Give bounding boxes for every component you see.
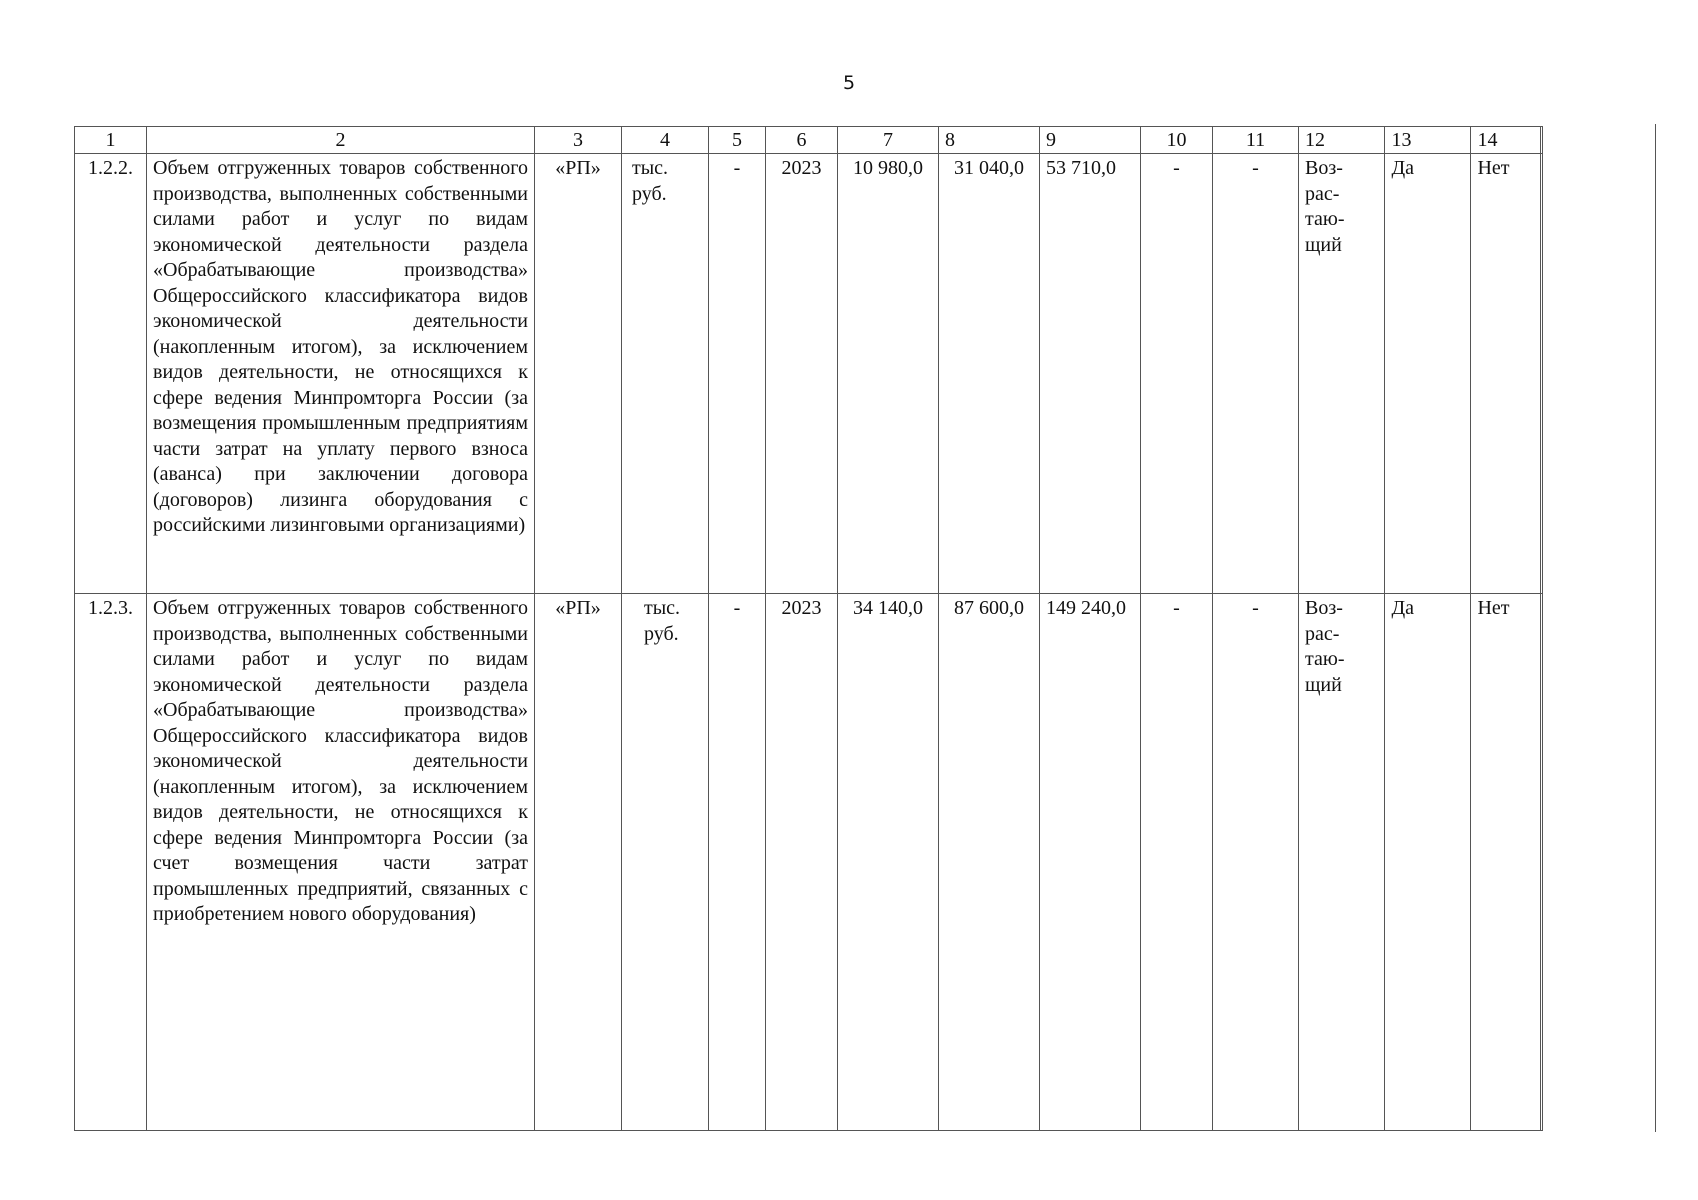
trend: Возрастающий	[1299, 594, 1385, 1131]
row-number: 1.2.3.	[75, 594, 147, 1131]
table-row	[75, 154, 1543, 594]
cell-5: -	[709, 154, 766, 594]
header-cell-7: 7	[838, 127, 939, 154]
base-year: 2023	[766, 594, 838, 1131]
value-8: 31 040,0	[939, 154, 1040, 594]
header-cell-11: 11	[1213, 127, 1299, 154]
header-cell-2: 2	[147, 127, 535, 154]
indicators-table	[74, 126, 1543, 1131]
value-7: 10 980,0	[838, 154, 939, 594]
indicator-name: Объем отгруженных товаров собственного производства, выполненных собственными силами работ и услуг по видам экономической деятельности раздела «Обрабатывающие производства» Общероссийского классификатора видов экономической деятельности (накопленным итогом), за исключением видов деятельности, не относящихся к сфере ведения Минпромторга России (за возмещения промышленным предприятиям части затрат на уплату первого взноса (аванса) при заключении договора (договоров) лизинга оборудования с российскими лизинговыми организациями)	[147, 154, 535, 594]
level: «РП»	[535, 154, 622, 594]
cell-13: Да	[1385, 154, 1471, 594]
header-cell-14: 14	[1471, 127, 1543, 154]
value-8: 87 600,0	[939, 594, 1040, 1131]
trend: Возрастающий	[1299, 154, 1385, 594]
header-cell-6: 6	[766, 127, 838, 154]
cell-13: Да	[1385, 594, 1471, 1131]
value-7: 34 140,0	[838, 594, 939, 1131]
unit: тыс. руб.	[622, 154, 709, 594]
header-cell-8: 8	[939, 127, 1040, 154]
header-cell-9: 9	[1040, 127, 1141, 154]
unit: тыс. руб.	[622, 594, 709, 1131]
value-9: 149 240,0	[1040, 594, 1141, 1131]
table-row	[75, 594, 1543, 1131]
header-cell-10: 10	[1141, 127, 1213, 154]
cell-10: -	[1141, 594, 1213, 1131]
cell-14: Нет	[1471, 154, 1543, 594]
page-edge-rule	[1655, 124, 1656, 1132]
cell-14: Нет	[1471, 594, 1543, 1131]
base-year: 2023	[766, 154, 838, 594]
header-cell-5: 5	[709, 127, 766, 154]
header-cell-12: 12	[1299, 127, 1385, 154]
header-cell-1: 1	[75, 127, 147, 154]
row-number: 1.2.2.	[75, 154, 147, 594]
header-row	[75, 127, 1543, 154]
cell-5: -	[709, 594, 766, 1131]
cell-10: -	[1141, 154, 1213, 594]
blank-column-border	[1540, 126, 1541, 1131]
header-cell-3: 3	[535, 127, 622, 154]
level: «РП»	[535, 594, 622, 1131]
indicator-name: Объем отгруженных товаров собственного производства, выполненных собственными силами работ и услуг по видам экономической деятельности раздела «Обрабатывающие производства» Общероссийского классификатора видов экономической деятельности (накопленным итогом), за исключением видов деятельности, не относящихся к сфере ведения Минпромторга России (за счет возмещения части затрат промышленных предприятий, связанных с приобретением нового оборудования)	[147, 594, 535, 1131]
header-cell-4: 4	[622, 127, 709, 154]
value-9: 53 710,0	[1040, 154, 1141, 594]
page-number: 5	[842, 72, 856, 94]
cell-11: -	[1213, 594, 1299, 1131]
cell-11: -	[1213, 154, 1299, 594]
header-cell-13: 13	[1385, 127, 1471, 154]
